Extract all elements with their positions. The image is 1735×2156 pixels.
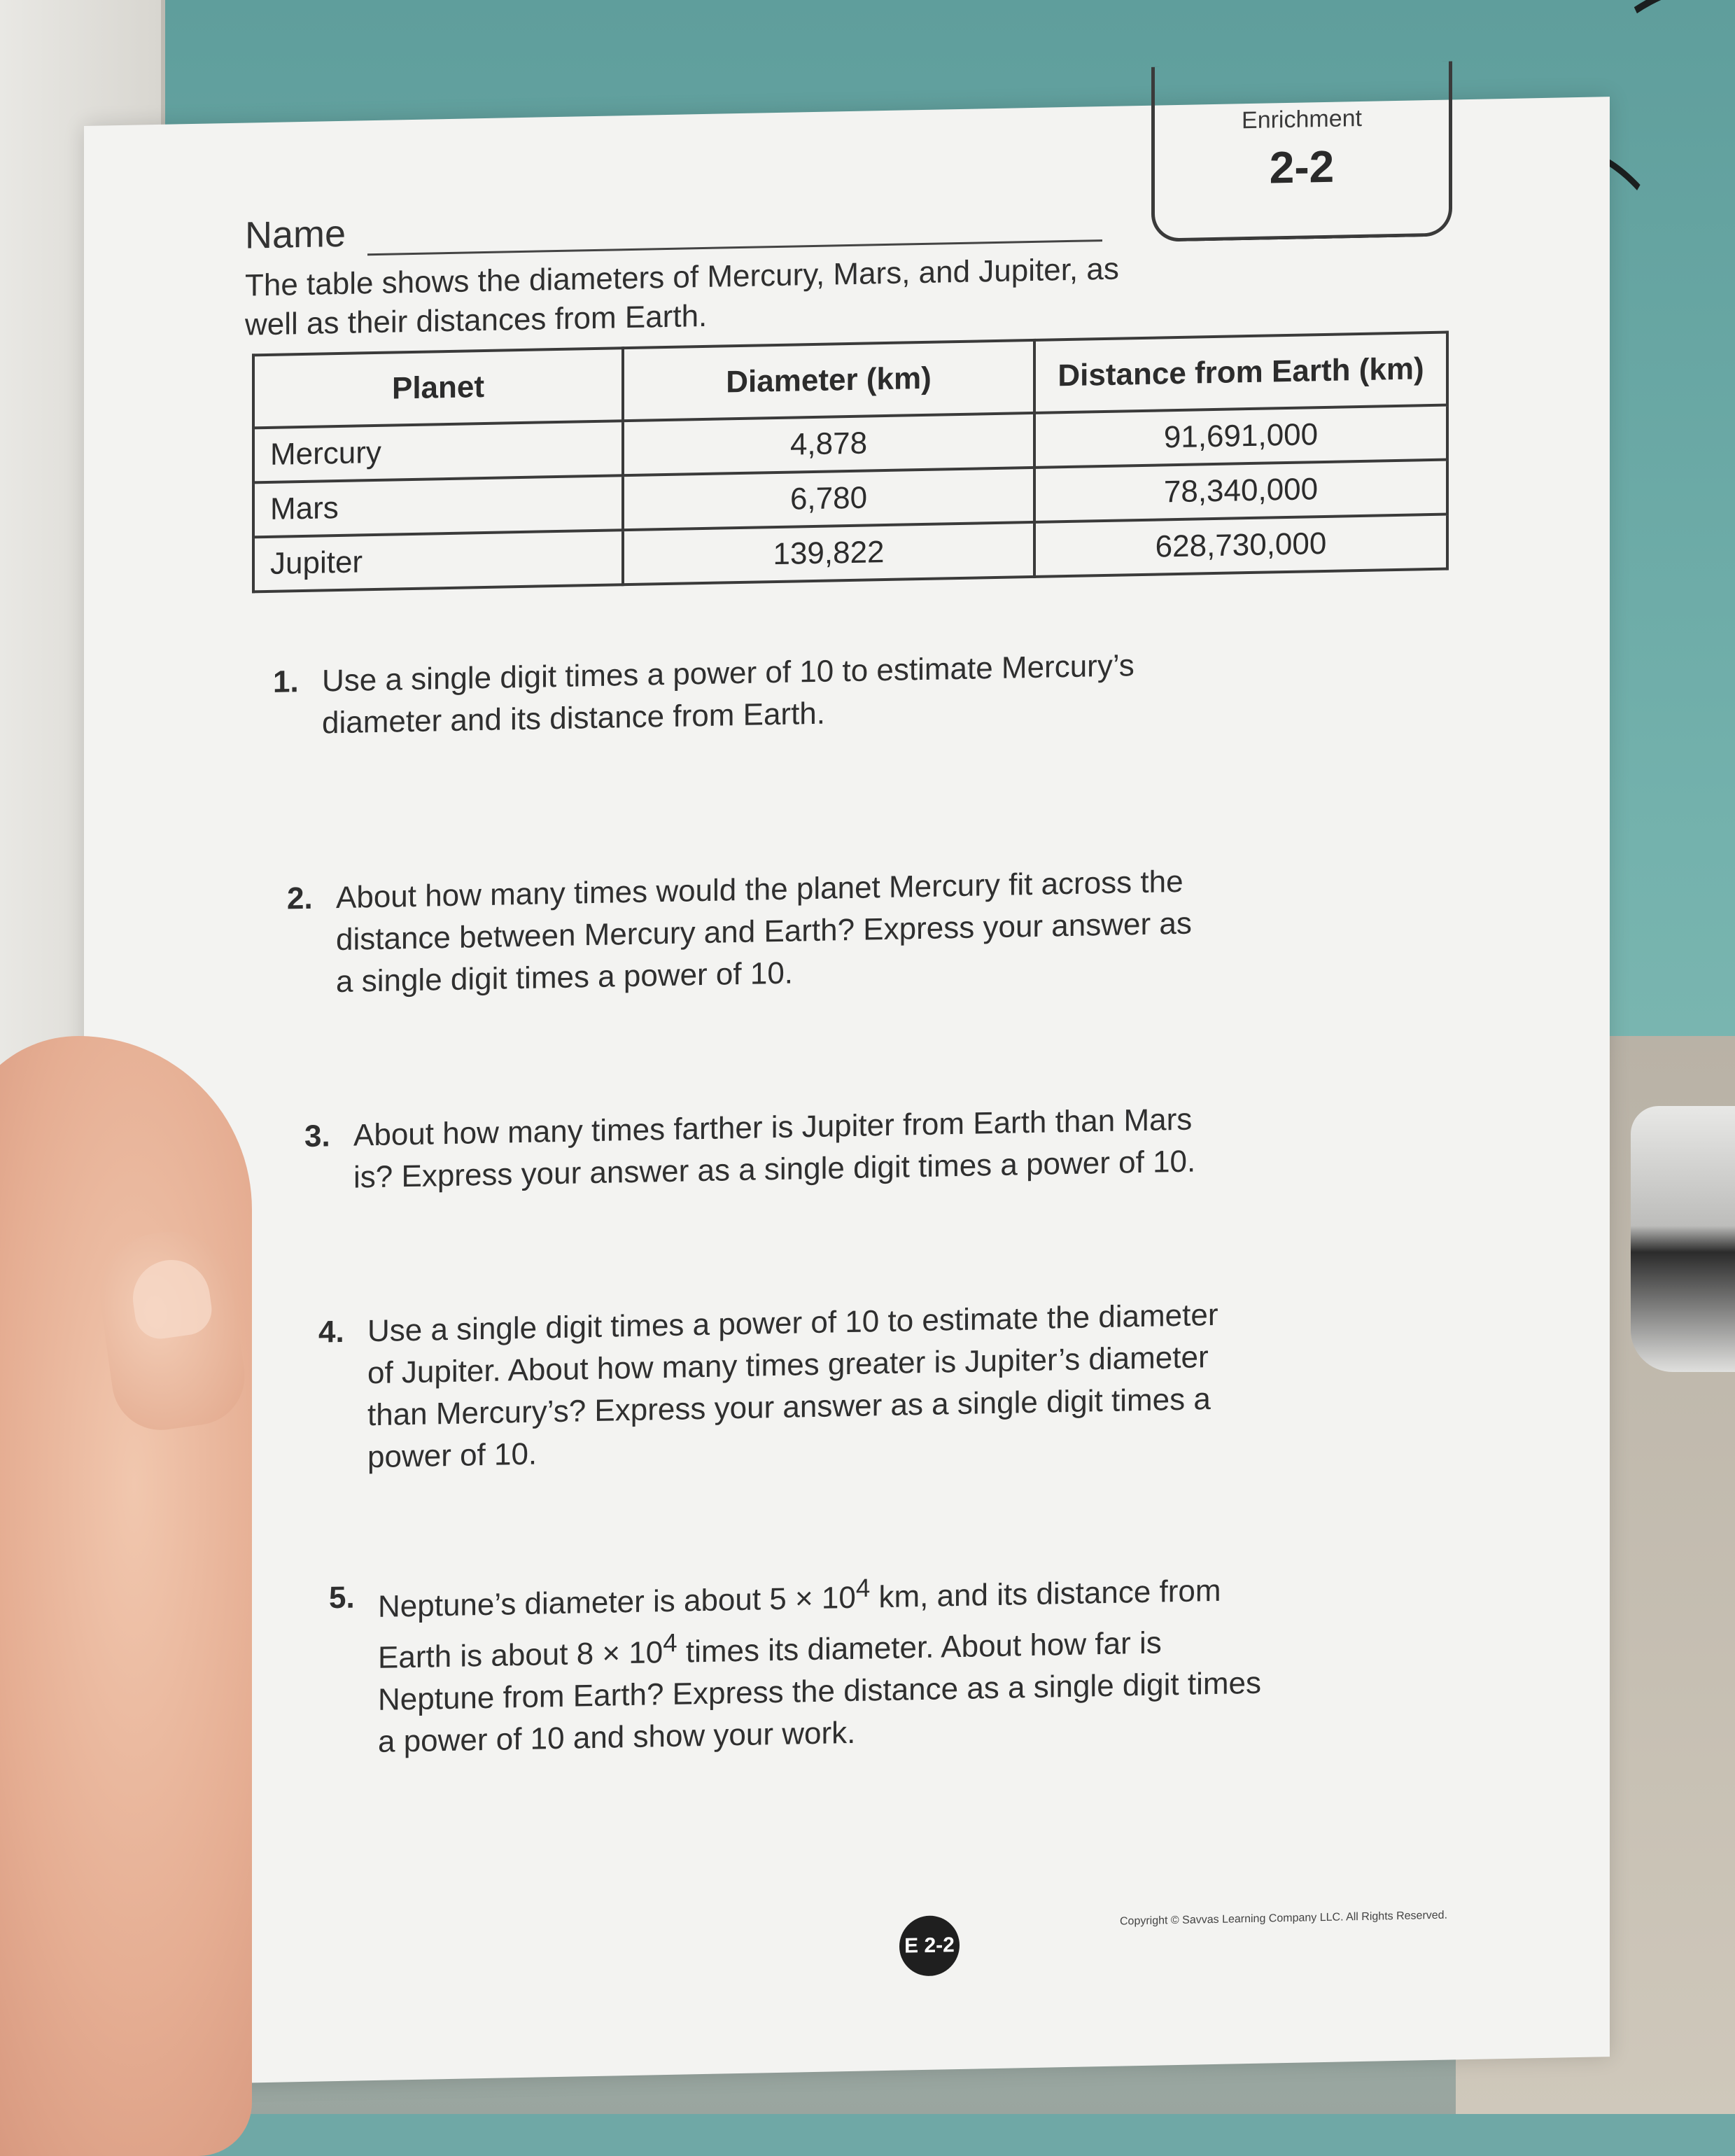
question-number: 4. xyxy=(318,1314,344,1350)
copyright-text: Copyright © Savvas Learning Company LLC. All Rights Reserved. xyxy=(1120,1909,1448,1928)
planet-cell: Mercury xyxy=(253,421,623,482)
question-3 xyxy=(304,1098,1235,1198)
name-label: Name xyxy=(245,212,346,257)
question-number: 3. xyxy=(304,1119,330,1154)
holding-hand xyxy=(0,1036,252,2156)
background-shoe xyxy=(1631,1106,1735,1372)
table-header: Diameter (km) xyxy=(623,340,1034,421)
question-number: 2. xyxy=(287,881,313,916)
diameter-cell: 139,822 xyxy=(623,522,1034,584)
diameter-cell: 6,780 xyxy=(623,468,1034,530)
question-5 xyxy=(329,1560,1267,1764)
question-text: About how many times farther is Jupiter from Earth than Mars is? Express your answer as a single digit times a power of 10. xyxy=(353,1102,1196,1195)
page-number-badge: E 2-2 xyxy=(899,1915,960,1977)
table-header: Distance from Earth (km) xyxy=(1034,332,1447,413)
question-text: Neptune’s diameter is about $5 \times 10^4$ km, and its distance from Earth is about $8 \times 10^4$ times its diameter. About how far is Neptune from Earth? Express the distance as a single digit times a power of 10 and show your work. xyxy=(378,1573,1261,1760)
distance-cell: 91,691,000 xyxy=(1034,405,1447,468)
question-2 xyxy=(287,860,1204,1003)
question-text: About how many times would the planet Mercury fit across the distance between Mercury and Earth? Express your answer as a single digit times a power of 10. xyxy=(336,864,1192,1000)
enrichment-badge xyxy=(1151,61,1452,241)
question-1 xyxy=(273,644,1162,744)
enrichment-number: 2-2 xyxy=(1269,141,1335,193)
distance-cell: 628,730,000 xyxy=(1034,514,1447,577)
distance-cell: 78,340,000 xyxy=(1034,460,1447,522)
question-number: 5. xyxy=(329,1580,355,1616)
table-header: Planet xyxy=(253,348,623,428)
diameter-cell: 4,878 xyxy=(623,413,1034,475)
question-text: Use a single digit times a power of 10 to estimate the diameter of Jupiter. About how many times greater is Jupiter’s diameter than Mercury’s? Express your answer as a single digit times a power of 10. xyxy=(367,1297,1218,1475)
question-4 xyxy=(318,1294,1228,1479)
planet-cell: Mars xyxy=(253,475,623,537)
enrichment-label: Enrichment xyxy=(1242,104,1362,134)
intro-text: The table shows the diameters of Mercury, Mars, and Jupiter, as well as their distances from Earth. xyxy=(245,251,1119,342)
question-text: Use a single digit times a power of 10 to estimate Mercury’s diameter and its distance from Earth. xyxy=(322,648,1135,741)
question-number: 1. xyxy=(273,664,299,699)
planet-table xyxy=(252,331,1449,594)
worksheet-paper xyxy=(84,97,1610,2086)
planet-cell: Jupiter xyxy=(253,530,623,592)
